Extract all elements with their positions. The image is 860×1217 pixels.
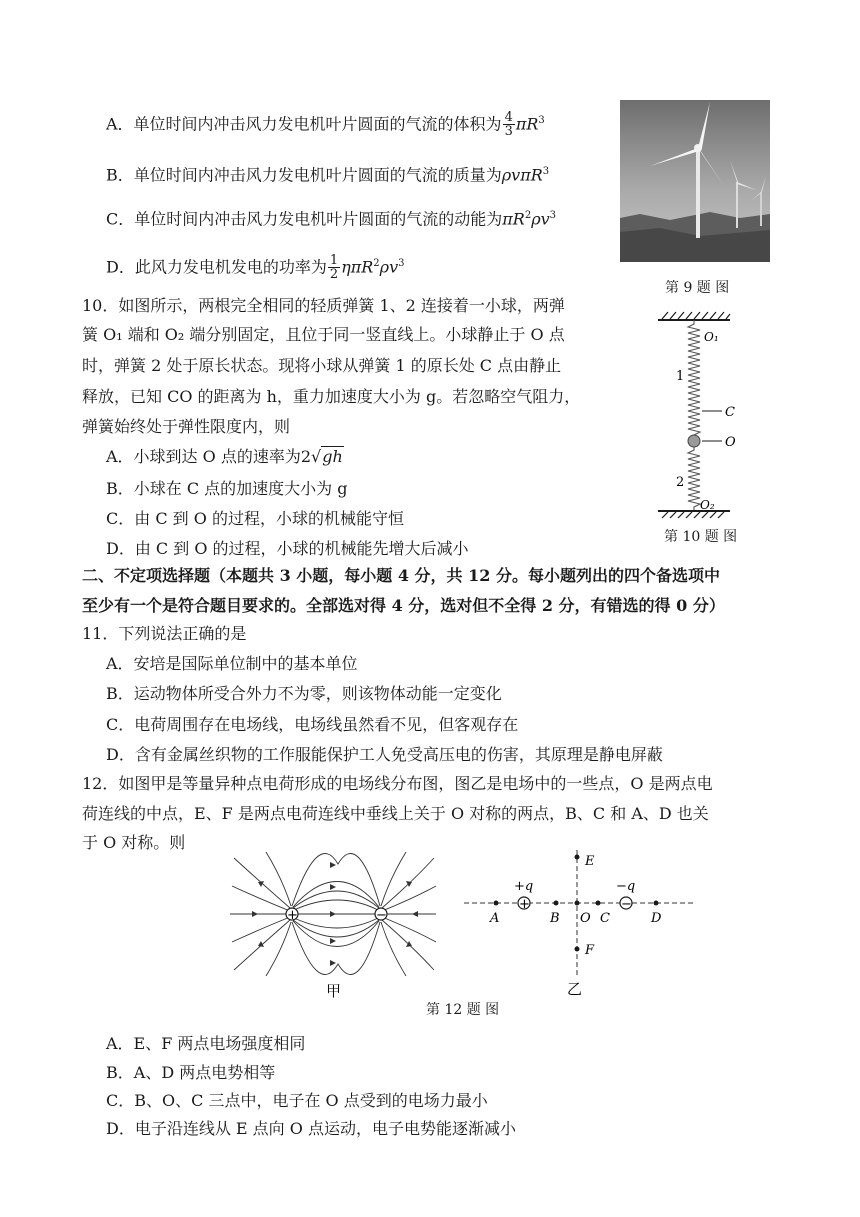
q10-option-b: B．小球在 C 点的加速度大小为 g <box>106 479 348 498</box>
q11-option-c: C．电荷周围存在电场线，电场线虽然看不见，但客观存在 <box>106 715 519 734</box>
q12-stem-line-1: 12．如图甲是等量异种点电荷形成的电场线分布图，图乙是电场中的一些点，O 是两点电 <box>82 774 713 793</box>
spring-label-o2: O₂ <box>700 498 715 512</box>
field-plus-charge: + <box>287 908 298 923</box>
label-a: A <box>490 911 500 926</box>
spring-label-2: 2 <box>676 475 685 490</box>
label-b: B <box>550 911 560 926</box>
label-c: C <box>600 911 610 926</box>
label-minus-q: −q <box>616 879 636 894</box>
spring-system-diagram <box>650 310 760 525</box>
q9-option-b: B．单位时间内冲击风力发电机叶片圆面的气流的质量为ρvπR$^3$ <box>106 165 550 185</box>
charge-points-diagram <box>460 846 700 996</box>
points-plus-charge: + <box>519 897 530 912</box>
q11-option-b: B．运动物体所受合外力不为零，则该物体动能一定变化 <box>106 684 502 703</box>
figure-yi-label: 乙 <box>567 980 583 996</box>
q12-option-b: B．A、D 两点电势相等 <box>106 1063 276 1082</box>
section2-header-line-1: 二、不定项选择题（本题共 3 小题，每小题 4 分，共 12 分。每小题列出的四个备选项中 <box>82 566 720 585</box>
q10-stem-line-5: 弹簧始终处于弹性限度内，则 <box>82 417 291 436</box>
spring-label-c: C <box>725 405 735 420</box>
q11-option-d: D．含有金属丝织物的工作服能保护工人免受高压电的伤害，其原理是静电屏蔽 <box>106 745 663 764</box>
q11-stem: 11．下列说法正确的是 <box>82 624 247 643</box>
q10-stem-line-3: 时，弹簧 2 处于原长状态。现将小球从弹簧 1 的原长处 C 点由静止 <box>82 356 562 375</box>
q9-option-d: D．此风力发电机发电的功率为 $\frac{1}{2}$ $\eta\pi R^2\rho v^3$ <box>106 253 405 283</box>
label-plus-q: +q <box>514 879 534 894</box>
q10-figure-caption: 第 10 题 图 <box>664 529 738 545</box>
label-o: O <box>580 911 591 926</box>
electric-field-lines-diagram <box>228 850 438 1000</box>
label-d: D <box>651 911 662 926</box>
q9-option-c: C．单位时间内冲击风力发电机叶片圆面的气流的动能为$\pi R^2\rho v^3$ <box>106 209 557 229</box>
field-minus-charge: − <box>376 908 387 923</box>
q9-option-a: A．单位时间内冲击风力发电机叶片圆面的气流的体积为 $\frac{4}{3}$ $\pi R^3$ <box>106 110 545 140</box>
q12-option-c: C．B、O、C 三点中，电子在 O 点受到的电场力最小 <box>106 1091 488 1110</box>
q12-option-d: D．电子沿连线从 E 点向 O 点运动，电子电势能逐渐减小 <box>106 1119 516 1138</box>
points-minus-charge: − <box>621 897 632 912</box>
figure-jia-label: 甲 <box>326 982 342 1000</box>
q12-figure-caption: 第 12 题 图 <box>426 1002 500 1018</box>
q9-d-fraction: $\frac{1}{2}$ <box>329 253 339 283</box>
q11-option-a: A．安培是国际单位制中的基本单位 <box>106 654 358 673</box>
wind-turbine-photo <box>620 100 770 262</box>
q9-figure-caption: 第 9 题 图 <box>665 280 730 296</box>
q10-option-a: A．小球到达 O 点的速率为2√gh <box>106 447 343 466</box>
spring-label-1: 1 <box>676 369 685 384</box>
label-f: F <box>585 943 595 958</box>
label-e: E <box>585 854 595 869</box>
q10-stem-line-4: 释放，已知 CO 的距离为 h，重力加速度大小为 g。若忽略空气阻力， <box>82 387 581 406</box>
q10-stem-line-2: 簧 O₁ 端和 O₂ 端分别固定，且位于同一竖直线上。小球静止于 O 点 <box>82 325 565 344</box>
q12-stem-line-2: 荷连线的中点，E、F 是两点电荷连线中垂线上关于 O 对称的两点，B、C 和 A、D 也关 <box>82 804 709 823</box>
q12-option-a: A．E、F 两点电场强度相同 <box>106 1034 306 1053</box>
q12-stem-line-3: 于 O 对称。则 <box>82 833 186 852</box>
q9-a-fraction: $\frac{4}{3}$ <box>504 110 513 140</box>
section2-header-line-2: 至少有一个是符合题目要求的。全部选对得 4 分，选对但不全得 2 分，有错选的得 0 分） <box>82 596 725 615</box>
q10-option-c: C．由 C 到 O 的过程，小球的机械能守恒 <box>106 509 404 528</box>
q10-stem-line-1: 10．如图所示，两根完全相同的轻质弹簧 1、2 连接着一小球，两弹 <box>82 296 565 315</box>
q10-option-d: D．由 C 到 O 的过程，小球的机械能先增大后减小 <box>106 539 469 558</box>
spring-label-o1: O₁ <box>704 330 719 344</box>
spring-label-o: O <box>725 435 736 450</box>
